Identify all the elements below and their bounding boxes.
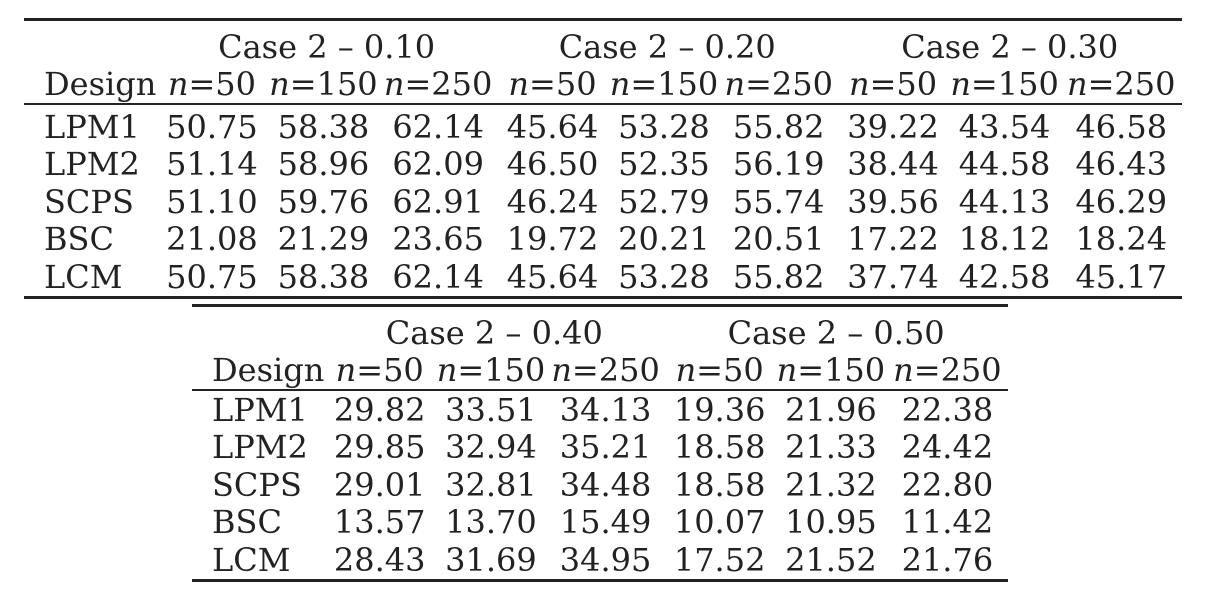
table-cell: 21.52: [785, 540, 877, 579]
table-1-n-equals: =: [289, 65, 317, 103]
table-1-n-header: [838, 65, 949, 104]
table-cell: 37.74: [847, 257, 939, 296]
row-design-label: LCM: [44, 257, 123, 296]
table-1-n-value: 50: [555, 65, 597, 103]
table-2-group-2: Case 2 – 0.50: [727, 314, 945, 352]
table-row: [24, 104, 1182, 146]
table-cell: 20.51: [732, 220, 825, 259]
table-2-n-header: [775, 351, 887, 390]
table-cell: 55.74: [732, 182, 825, 221]
table-cell: 21.76: [901, 540, 994, 579]
table-cell: 58.38: [277, 257, 370, 296]
table-1-n-header: [267, 65, 379, 104]
table-cell: 58.38: [277, 107, 370, 146]
table-1-n-header: [156, 65, 267, 104]
table-1-n-symbol: n: [508, 65, 530, 103]
table-cell: 46.50: [506, 145, 599, 184]
results-table-2: [192, 304, 1008, 582]
table-cell: 15.49: [559, 503, 652, 542]
results-table-1: [24, 18, 1182, 299]
table-1-n-equals: =: [404, 65, 432, 103]
table-cell: 18.58: [673, 428, 766, 467]
table-1-group-1: Case 2 – 0.10: [218, 28, 436, 66]
table-2-n-symbol: n: [675, 351, 697, 389]
table-cell: 29.01: [333, 465, 426, 504]
table-cell: 18.24: [1075, 220, 1168, 259]
table-cell: 20.21: [618, 220, 710, 259]
table-2-design-header: Design: [212, 351, 325, 389]
table-cell: 29.85: [333, 428, 426, 467]
table-cell: 22.38: [901, 390, 994, 429]
row-design-label: LPM2: [212, 428, 308, 467]
table-1-n-equals: =: [970, 65, 998, 103]
table-cell: 10.95: [785, 503, 877, 542]
table-1-n-symbol: n: [167, 65, 189, 103]
table-2-n-equals: =: [913, 351, 941, 389]
table-2-n-symbol: n: [551, 351, 572, 389]
table-1-n-value: 50: [896, 65, 938, 103]
table-2-n-equals: =: [457, 351, 485, 389]
table-2-column-header-row: [192, 351, 1008, 390]
table-2-n-equals: =: [356, 351, 384, 389]
table-1-column-header-row: [24, 65, 1182, 104]
table-cell: 56.19: [732, 145, 825, 184]
table-cell: 34.95: [559, 540, 652, 579]
table-1-n-value: 150: [657, 65, 719, 103]
table-1-n-header: [379, 65, 497, 104]
table-1-n-symbol: n: [724, 65, 746, 103]
table-cell: 46.58: [1075, 107, 1168, 146]
row-design-label: LPM1: [44, 107, 140, 146]
table-row: [192, 390, 1008, 429]
table-2-n-header: [324, 351, 435, 390]
table-cell: 21.08: [166, 220, 258, 259]
table-1-n-symbol: n: [1066, 65, 1088, 103]
table-2-n-header: [664, 351, 775, 390]
table-cell: 22.80: [901, 465, 994, 504]
row-design-label: SCPS: [212, 465, 302, 504]
table-1-n-symbol: n: [950, 65, 971, 103]
table-cell: 53.28: [618, 107, 710, 146]
table-2-n-equals: =: [797, 351, 825, 389]
row-design-label: SCPS: [44, 182, 134, 221]
row-design-label: BSC: [212, 503, 282, 542]
table-1-n-symbol: n: [383, 65, 405, 103]
table-cell: 53.28: [618, 257, 710, 296]
table-1-n-header: [1060, 65, 1182, 104]
table-1-n-header: [608, 65, 720, 104]
table-cell: 62.09: [392, 145, 484, 184]
table-1-n-symbol: n: [269, 65, 290, 103]
table-1-n-value: 250: [771, 65, 833, 103]
table-cell: 28.43: [333, 540, 426, 579]
table-cell: 51.10: [166, 182, 258, 221]
row-design-label: LPM1: [212, 390, 308, 429]
table-row: [24, 221, 1182, 259]
table-cell: 50.75: [166, 107, 258, 146]
table-cell: 13.70: [445, 503, 537, 542]
table-2-group-1: Case 2 – 0.40: [385, 314, 603, 352]
table-2-n-value: 250: [598, 351, 660, 389]
table-cell: 19.72: [506, 220, 599, 259]
table-2-n-value: 250: [940, 351, 1002, 389]
table-1-group-3: Case 2 – 0.30: [901, 28, 1119, 66]
table-1-group-header-row: [24, 20, 1182, 66]
table-1-n-equals: =: [630, 65, 658, 103]
table-cell: 35.21: [559, 428, 652, 467]
table-1-n-equals: =: [1087, 65, 1115, 103]
table-cell: 21.96: [785, 390, 877, 429]
table-cell: 42.58: [958, 257, 1051, 296]
table-cell: 59.76: [277, 182, 370, 221]
table-2-n-equals: =: [571, 351, 599, 389]
table-row: [192, 504, 1008, 542]
table-row: [192, 429, 1008, 467]
table-1-n-equals: =: [869, 65, 897, 103]
table-2-n-value: 50: [722, 351, 764, 389]
table-cell: 18.58: [673, 465, 766, 504]
table-1-n-equals: =: [188, 65, 216, 103]
table-2-n-header: [435, 351, 547, 390]
table-1-n-equals: =: [529, 65, 556, 103]
table-1-n-symbol: n: [609, 65, 631, 103]
table-cell: 45.17: [1075, 257, 1168, 296]
table-cell: 45.64: [506, 257, 599, 296]
table-cell: 31.69: [445, 540, 537, 579]
table-cell: 39.22: [847, 107, 939, 146]
table-cell: 29.82: [333, 390, 426, 429]
table-2-n-header: [547, 351, 664, 390]
table-cell: 10.07: [673, 503, 766, 542]
table-cell: 18.12: [958, 220, 1051, 259]
table-cell: 55.82: [732, 107, 825, 146]
table-cell: 39.56: [847, 182, 939, 221]
table-2-n-value: 150: [824, 351, 886, 389]
table-cell: 21.33: [785, 428, 877, 467]
row-design-label: BSC: [44, 220, 114, 259]
table-cell: 52.35: [618, 145, 710, 184]
table-cell: 21.29: [277, 220, 370, 259]
table-2-group-header-row: [192, 306, 1008, 352]
table-cell: 11.42: [901, 503, 994, 542]
table-cell: 46.24: [506, 182, 599, 221]
table-2-n-symbol: n: [893, 351, 914, 389]
table-row: [24, 183, 1182, 221]
table-row: [192, 541, 1008, 580]
table-cell: 21.32: [785, 465, 877, 504]
table-cell: 58.96: [277, 145, 370, 184]
table-cell: 55.82: [732, 257, 825, 296]
table-cell: 44.58: [958, 145, 1051, 184]
table-1-group-2: Case 2 – 0.20: [558, 28, 776, 66]
table-cell: 19.36: [673, 390, 766, 429]
table-2-n-symbol: n: [776, 351, 798, 389]
row-design-label: LCM: [212, 540, 291, 579]
table-1-n-value: 150: [316, 65, 378, 103]
table-cell: 13.57: [333, 503, 426, 542]
table-2-n-value: 50: [383, 351, 424, 389]
table-cell: 46.29: [1075, 182, 1168, 221]
table-cell: 32.94: [445, 428, 537, 467]
table-1-design-header: Design: [44, 65, 157, 103]
table-cell: 38.44: [847, 145, 939, 184]
table-cell: 33.51: [445, 390, 537, 429]
table-1-n-value: 250: [1114, 65, 1176, 103]
table-2-n-symbol: n: [436, 351, 458, 389]
table-cell: 34.13: [559, 390, 652, 429]
table-cell: 62.14: [392, 107, 484, 146]
table-1-n-symbol: n: [849, 65, 870, 103]
table-cell: 62.91: [392, 182, 484, 221]
table-1-n-header: [720, 65, 838, 104]
table-cell: 51.14: [166, 145, 258, 184]
table-cell: 17.22: [847, 220, 939, 259]
table-2-n-equals: =: [696, 351, 723, 389]
table-cell: 34.48: [559, 465, 652, 504]
table-1-n-header: [497, 65, 608, 104]
table-1-n-value: 50: [215, 65, 256, 103]
table-cell: 46.43: [1075, 145, 1168, 184]
table-cell: 24.42: [901, 428, 994, 467]
table-cell: 62.14: [392, 257, 484, 296]
table-cell: 52.79: [618, 182, 710, 221]
table-row: [24, 258, 1182, 297]
table-cell: 45.64: [506, 107, 599, 146]
row-design-label: LPM2: [44, 145, 140, 184]
table-cell: 44.13: [958, 182, 1051, 221]
table-row: [24, 146, 1182, 184]
table-cell: 17.52: [673, 540, 766, 579]
table-cell: 23.65: [392, 220, 484, 259]
table-1-n-value: 250: [431, 65, 493, 103]
table-1-n-equals: =: [745, 65, 772, 103]
table-cell: 43.54: [958, 107, 1051, 146]
table-1-n-value: 150: [997, 65, 1059, 103]
table-row: [192, 466, 1008, 504]
table-2-n-value: 150: [484, 351, 546, 389]
table-cell: 50.75: [166, 257, 258, 296]
table-cell: 32.81: [445, 465, 537, 504]
table-2-n-symbol: n: [335, 351, 357, 389]
table-1-n-header: [949, 65, 1061, 104]
table-2-n-header: [887, 351, 1008, 390]
